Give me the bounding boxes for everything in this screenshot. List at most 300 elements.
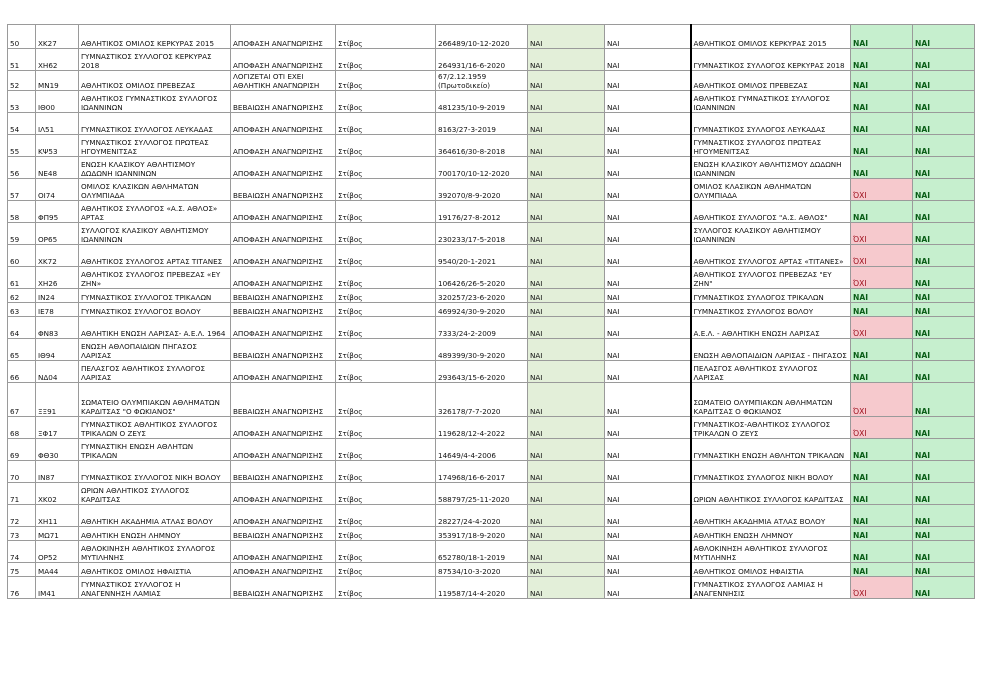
check-b-cell: ΝΑΙ xyxy=(605,71,691,91)
status-d-cell: ΝΑΙ xyxy=(913,25,975,49)
row-number-cell: 65 xyxy=(8,339,36,361)
club-name-cell: ΓΥΜΝΑΣΤΙΚΟΣ ΣΥΛΛΟΓΟΣ ΤΡΙΚΑΛΩΝ xyxy=(79,289,231,303)
protocol-cell: 174968/16-6-2017 xyxy=(436,461,528,483)
table-row xyxy=(8,179,975,201)
check-a-cell: ΝΑΙ xyxy=(528,439,605,461)
registry-name-cell: ΓΥΜΝΑΣΤΙΚΟΣ ΣΥΛΛΟΓΟΣ ΠΡΩΤΕΑΣ ΗΓΟΥΜΕΝΙΤΣΑΣ xyxy=(691,135,851,157)
status-d-cell: ΝΑΙ xyxy=(913,541,975,563)
table-row xyxy=(8,25,975,49)
registry-name-cell: ΓΥΜΝΑΣΤΙΚΗ ΕΝΩΣΗ ΑΘΛΗΤΩΝ ΤΡΙΚΑΛΩΝ xyxy=(691,439,851,461)
club-code-cell: ΧΚ02 xyxy=(36,483,79,505)
document-type-cell: ΑΠΟΦΑΣΗ ΑΝΑΓΝΩΡΙΣΗΣ xyxy=(231,439,336,461)
status-c-cell: ΌΧΙ xyxy=(851,577,913,599)
sport-cell: Στίβος xyxy=(336,267,436,289)
status-c-cell: ΌΧΙ xyxy=(851,417,913,439)
check-a-cell: ΝΑΙ xyxy=(528,245,605,267)
status-d-cell: ΝΑΙ xyxy=(913,303,975,317)
status-c-cell: ΝΑΙ xyxy=(851,483,913,505)
club-name-cell: ΑΘΛΗΤΙΚΟΣ ΣΥΛΛΟΓΟΣ «Α.Σ. ΑΘΛΟΣ» ΑΡΤΑΣ xyxy=(79,201,231,223)
sport-cell: Στίβος xyxy=(336,527,436,541)
registry-name-cell: ΕΝΩΣΗ ΑΘΛΟΠΑΙΔΙΩΝ ΛΑΡΙΣΑΣ - ΠΗΓΑΣΟΣ xyxy=(691,339,851,361)
club-code-cell: ΟΡ65 xyxy=(36,223,79,245)
table-row xyxy=(8,563,975,577)
table-row xyxy=(8,303,975,317)
check-b-cell: ΝΑΙ xyxy=(605,245,691,267)
club-name-cell: ΑΘΛΗΤΙΚΟΣ ΣΥΛΛΟΓΟΣ ΠΡΕΒΕΖΑΣ «ΕΥ ΖΗΝ» xyxy=(79,267,231,289)
registry-name-cell: ΩΡΙΩΝ ΑΘΛΗΤΙΚΟΣ ΣΥΛΛΟΓΟΣ ΚΑΡΔΙΤΣΑΣ xyxy=(691,483,851,505)
sport-cell: Στίβος xyxy=(336,157,436,179)
club-name-cell: ΑΘΛΗΤΙΚΟΣ ΟΜΙΛΟΣ ΗΦΑΙΣΤΙΑ xyxy=(79,563,231,577)
sport-cell: Στίβος xyxy=(336,245,436,267)
check-a-cell: ΝΑΙ xyxy=(528,483,605,505)
document-type-cell: ΒΕΒΑΙΩΣΗ ΑΝΑΓΝΩΡΙΣΗΣ xyxy=(231,461,336,483)
registry-name-cell: ΑΘΛΗΤΙΚΟΣ ΣΥΛΛΟΓΟΣ ΠΡΕΒΕΖΑΣ "ΕΥ ΖΗΝ" xyxy=(691,267,851,289)
row-number-cell: 75 xyxy=(8,563,36,577)
document-type-cell: ΑΠΟΦΑΣΗ ΑΝΑΓΝΩΡΙΣΗΣ xyxy=(231,361,336,383)
check-a-cell: ΝΑΙ xyxy=(528,303,605,317)
table-row xyxy=(8,361,975,383)
sport-cell: Στίβος xyxy=(336,339,436,361)
registry-name-cell: ΓΥΜΝΑΣΤΙΚΟΣ ΣΥΛΛΟΓΟΣ ΤΡΙΚΑΛΩΝ xyxy=(691,289,851,303)
document-type-cell: ΒΕΒΑΙΩΣΗ ΑΝΑΓΝΩΡΙΣΗΣ xyxy=(231,383,336,417)
check-a-cell: ΝΑΙ xyxy=(528,113,605,135)
status-d-cell: ΝΑΙ xyxy=(913,201,975,223)
protocol-cell: 392070/8-9-2020 xyxy=(436,179,528,201)
club-name-cell: ΕΝΩΣΗ ΚΛΑΣΙΚΟΥ ΑΘΛΗΤΙΣΜΟΥ ΔΩΔΩΝΗ ΙΩΑΝΝΙΝΩΝ xyxy=(79,157,231,179)
club-code-cell: ΝΕ48 xyxy=(36,157,79,179)
protocol-cell: 264931/16-6-2020 xyxy=(436,49,528,71)
status-c-cell: ΝΑΙ xyxy=(851,135,913,157)
registry-name-cell: ΠΕΛΑΣΓΟΣ ΑΘΛΗΤΙΚΟΣ ΣΥΛΛΟΓΟΣ ΛΑΡΙΣΑΣ xyxy=(691,361,851,383)
protocol-cell: 28227/24-4-2020 xyxy=(436,505,528,527)
protocol-cell: 119587/14-4-2020 xyxy=(436,577,528,599)
club-name-cell: ΣΩΜΑΤΕΙΟ ΟΛΥΜΠΙΑΚΩΝ ΑΘΛΗΜΑΤΩΝ ΚΑΡΔΙΤΣΑΣ "Ο ΦΩΚΙΑΝΟΣ" xyxy=(79,383,231,417)
status-c-cell: ΌΧΙ xyxy=(851,383,913,417)
status-d-cell: ΝΑΙ xyxy=(913,505,975,527)
check-a-cell: ΝΑΙ xyxy=(528,223,605,245)
protocol-cell: 266489/10-12-2020 xyxy=(436,25,528,49)
status-c-cell: ΝΑΙ xyxy=(851,157,913,179)
registry-name-cell: ΑΘΛΗΤΙΚΟΣ ΟΜΙΛΟΣ ΚΕΡΚΥΡΑΣ 2015 xyxy=(691,25,851,49)
row-number-cell: 64 xyxy=(8,317,36,339)
check-b-cell: ΝΑΙ xyxy=(605,577,691,599)
status-d-cell: ΝΑΙ xyxy=(913,223,975,245)
check-a-cell: ΝΑΙ xyxy=(528,563,605,577)
sport-cell: Στίβος xyxy=(336,461,436,483)
status-d-cell: ΝΑΙ xyxy=(913,461,975,483)
protocol-cell: 588797/25-11-2020 xyxy=(436,483,528,505)
document-type-cell: ΑΠΟΦΑΣΗ ΑΝΑΓΝΩΡΙΣΗΣ xyxy=(231,25,336,49)
club-code-cell: ΧΚ27 xyxy=(36,25,79,49)
sport-cell: Στίβος xyxy=(336,179,436,201)
document-type-cell: ΒΕΒΑΙΩΣΗ ΑΝΑΓΝΩΡΙΣΗΣ xyxy=(231,303,336,317)
table-row xyxy=(8,267,975,289)
club-name-cell: ΓΥΜΝΑΣΤΙΚΟΣ ΣΥΛΛΟΓΟΣ ΠΡΩΤΕΑΣ ΗΓΟΥΜΕΝΙΤΣΑΣ xyxy=(79,135,231,157)
check-a-cell: ΝΑΙ xyxy=(528,25,605,49)
protocol-cell: 119628/12-4-2022 xyxy=(436,417,528,439)
club-code-cell: ΙΘ00 xyxy=(36,91,79,113)
club-code-cell: ΞΞ91 xyxy=(36,383,79,417)
document-type-cell: ΑΠΟΦΑΣΗ ΑΝΑΓΝΩΡΙΣΗΣ xyxy=(231,245,336,267)
protocol-cell: 293643/15-6-2020 xyxy=(436,361,528,383)
row-number-cell: 58 xyxy=(8,201,36,223)
check-b-cell: ΝΑΙ xyxy=(605,483,691,505)
club-name-cell: ΓΥΜΝΑΣΤΙΚΗ ΕΝΩΣΗ ΑΘΛΗΤΩΝ ΤΡΙΚΑΛΩΝ xyxy=(79,439,231,461)
document-type-cell: ΒΕΒΑΙΩΣΗ ΑΝΑΓΝΩΡΙΣΗΣ xyxy=(231,527,336,541)
status-c-cell: ΝΑΙ xyxy=(851,113,913,135)
protocol-cell: 19176/27-8-2012 xyxy=(436,201,528,223)
document-type-cell: ΑΠΟΦΑΣΗ ΑΝΑΓΝΩΡΙΣΗΣ xyxy=(231,483,336,505)
club-code-cell: ΧΗ26 xyxy=(36,267,79,289)
status-c-cell: ΌΧΙ xyxy=(851,179,913,201)
check-a-cell: ΝΑΙ xyxy=(528,201,605,223)
check-b-cell: ΝΑΙ xyxy=(605,113,691,135)
club-code-cell: ΜΝ19 xyxy=(36,71,79,91)
club-name-cell: ΠΕΛΑΣΓΟΣ ΑΘΛΗΤΙΚΟΣ ΣΥΛΛΟΓΟΣ ΛΑΡΙΣΑΣ xyxy=(79,361,231,383)
club-code-cell: ΙΛ51 xyxy=(36,113,79,135)
sport-cell: Στίβος xyxy=(336,113,436,135)
row-number-cell: 51 xyxy=(8,49,36,71)
registry-name-cell: ΑΘΛΟΚΙΝΗΣΗ ΑΘΛΗΤΙΚΟΣ ΣΥΛΛΟΓΟΣ ΜΥΤΙΛΗΝΗΣ xyxy=(691,541,851,563)
club-name-cell: ΑΘΛΗΤΙΚΗ ΕΝΩΣΗ ΛΑΡΙΣΑΣ- Α.Ε.Λ. 1964 xyxy=(79,317,231,339)
document-type-cell: ΒΕΒΑΙΩΣΗ ΑΝΑΓΝΩΡΙΣΗΣ xyxy=(231,179,336,201)
check-a-cell: ΝΑΙ xyxy=(528,135,605,157)
protocol-cell: 364616/30-8-2018 xyxy=(436,135,528,157)
club-code-cell: ΦΝ83 xyxy=(36,317,79,339)
status-d-cell: ΝΑΙ xyxy=(913,289,975,303)
status-d-cell: ΝΑΙ xyxy=(913,135,975,157)
check-a-cell: ΝΑΙ xyxy=(528,461,605,483)
document-type-cell: ΒΕΒΑΙΩΣΗ ΑΝΑΓΝΩΡΙΣΗΣ xyxy=(231,339,336,361)
sport-cell: Στίβος xyxy=(336,135,436,157)
status-c-cell: ΝΑΙ xyxy=(851,439,913,461)
registry-name-cell: ΟΜΙΛΟΣ ΚΛΑΣΙΚΩΝ ΑΘΛΗΜΑΤΩΝ ΟΛΥΜΠΙΑΔΑ xyxy=(691,179,851,201)
club-code-cell: ΙΘ94 xyxy=(36,339,79,361)
status-c-cell: ΝΑΙ xyxy=(851,541,913,563)
status-c-cell: ΝΑΙ xyxy=(851,361,913,383)
registry-name-cell: ΑΘΛΗΤΙΚΗ ΕΝΩΣΗ ΛΗΜΝΟΥ xyxy=(691,527,851,541)
status-d-cell: ΝΑΙ xyxy=(913,361,975,383)
check-b-cell: ΝΑΙ xyxy=(605,179,691,201)
check-a-cell: ΝΑΙ xyxy=(528,179,605,201)
status-c-cell: ΝΑΙ xyxy=(851,71,913,91)
club-name-cell: ΣΥΛΛΟΓΟΣ ΚΛΑΣΙΚΟΥ ΑΘΛΗΤΙΣΜΟΥ ΙΩΑΝΝΙΝΩΝ xyxy=(79,223,231,245)
registry-name-cell: ΓΥΜΝΑΣΤΙΚΟΣ ΣΥΛΛΟΓΟΣ ΛΑΜΙΑΣ Η ΑΝΑΓΕΝΝΗΣΙΣ xyxy=(691,577,851,599)
table-row xyxy=(8,223,975,245)
check-b-cell: ΝΑΙ xyxy=(605,339,691,361)
protocol-cell: 320257/23-6-2020 xyxy=(436,289,528,303)
club-name-cell: ΕΝΩΣΗ ΑΘΛΟΠΑΙΔΙΩΝ ΠΗΓΑΣΟΣ ΛΑΡΙΣΑΣ xyxy=(79,339,231,361)
sport-cell: Στίβος xyxy=(336,289,436,303)
table-row xyxy=(8,113,975,135)
check-a-cell: ΝΑΙ xyxy=(528,91,605,113)
recognition-table xyxy=(7,24,975,599)
registry-name-cell: ΑΘΛΗΤΙΚΟΣ ΣΥΛΛΟΓΟΣ "Α.Σ. ΑΘΛΟΣ" xyxy=(691,201,851,223)
status-d-cell: ΝΑΙ xyxy=(913,439,975,461)
row-number-cell: 67 xyxy=(8,383,36,417)
club-code-cell: ΜΩ71 xyxy=(36,527,79,541)
check-b-cell: ΝΑΙ xyxy=(605,135,691,157)
table-row xyxy=(8,505,975,527)
protocol-cell: 7333/24-2-2009 xyxy=(436,317,528,339)
status-d-cell: ΝΑΙ xyxy=(913,483,975,505)
check-a-cell: ΝΑΙ xyxy=(528,49,605,71)
table-row xyxy=(8,417,975,439)
table-row xyxy=(8,317,975,339)
status-c-cell: ΌΧΙ xyxy=(851,245,913,267)
check-b-cell: ΝΑΙ xyxy=(605,303,691,317)
registry-name-cell: ΓΥΜΝΑΣΤΙΚΟΣ ΣΥΛΛΟΓΟΣ ΝΙΚΗ ΒΟΛΟΥ xyxy=(691,461,851,483)
sport-cell: Στίβος xyxy=(336,49,436,71)
row-number-cell: 60 xyxy=(8,245,36,267)
row-number-cell: 69 xyxy=(8,439,36,461)
club-name-cell: ΩΡΙΩΝ ΑΘΛΗΤΙΚΟΣ ΣΥΛΛΟΓΟΣ ΚΑΡΔΙΤΣΑΣ xyxy=(79,483,231,505)
row-number-cell: 68 xyxy=(8,417,36,439)
status-d-cell: ΝΑΙ xyxy=(913,179,975,201)
status-d-cell: ΝΑΙ xyxy=(913,383,975,417)
protocol-cell: 9540/20-1-2021 xyxy=(436,245,528,267)
registry-name-cell: ΓΥΜΝΑΣΤΙΚΟΣ ΣΥΛΛΟΓΟΣ ΚΕΡΚΥΡΑΣ 2018 xyxy=(691,49,851,71)
registry-name-cell: ΓΥΜΝΑΣΤΙΚΟΣ ΣΥΛΛΟΓΟΣ ΛΕΥΚΑΔΑΣ xyxy=(691,113,851,135)
check-a-cell: ΝΑΙ xyxy=(528,541,605,563)
check-a-cell: ΝΑΙ xyxy=(528,417,605,439)
document-type-cell: ΑΠΟΦΑΣΗ ΑΝΑΓΝΩΡΙΣΗΣ xyxy=(231,113,336,135)
check-b-cell: ΝΑΙ xyxy=(605,361,691,383)
row-number-cell: 70 xyxy=(8,461,36,483)
document-type-cell: ΒΕΒΑΙΩΣΗ ΑΝΑΓΝΩΡΙΣΗΣ xyxy=(231,577,336,599)
status-c-cell: ΌΧΙ xyxy=(851,267,913,289)
table-body xyxy=(8,25,975,599)
check-b-cell: ΝΑΙ xyxy=(605,505,691,527)
registry-name-cell: ΑΘΛΗΤΙΚΟΣ ΓΥΜΝΑΣΤΙΚΟΣ ΣΥΛΛΟΓΟΣ ΙΩΑΝΝΙΝΩΝ xyxy=(691,91,851,113)
check-b-cell: ΝΑΙ xyxy=(605,289,691,303)
row-number-cell: 61 xyxy=(8,267,36,289)
registry-name-cell: ΓΥΜΝΑΣΤΙΚΟΣ-ΑΘΛΗΤΙΚΟΣ ΣΥΛΛΟΓΟΣ ΤΡΙΚΑΛΩΝ Ο ΖΕΥΣ xyxy=(691,417,851,439)
protocol-cell: 14649/4-4-2006 xyxy=(436,439,528,461)
protocol-cell: 230233/17-5-2018 xyxy=(436,223,528,245)
protocol-cell: 67/2.12.1959 (Πρωτοδικείο) xyxy=(436,71,528,91)
check-a-cell: ΝΑΙ xyxy=(528,317,605,339)
check-a-cell: ΝΑΙ xyxy=(528,527,605,541)
status-c-cell: ΝΑΙ xyxy=(851,201,913,223)
check-b-cell: ΝΑΙ xyxy=(605,417,691,439)
club-name-cell: ΑΘΛΗΤΙΚΗ ΑΚΑΔΗΜΙΑ ΑΤΛΑΣ ΒΟΛΟΥ xyxy=(79,505,231,527)
row-number-cell: 72 xyxy=(8,505,36,527)
table-row xyxy=(8,461,975,483)
row-number-cell: 74 xyxy=(8,541,36,563)
status-d-cell: ΝΑΙ xyxy=(913,563,975,577)
table-row xyxy=(8,527,975,541)
table-row xyxy=(8,541,975,563)
status-d-cell: ΝΑΙ xyxy=(913,245,975,267)
document-type-cell: ΒΕΒΑΙΩΣΗ ΑΝΑΓΝΩΡΙΣΗΣ xyxy=(231,91,336,113)
table-row xyxy=(8,483,975,505)
registry-name-cell: ΑΘΛΗΤΙΚΟΣ ΟΜΙΛΟΣ ΠΡΕΒΕΖΑΣ xyxy=(691,71,851,91)
check-b-cell: ΝΑΙ xyxy=(605,201,691,223)
document-type-cell: ΒΕΒΑΙΩΣΗ ΑΝΑΓΝΩΡΙΣΗΣ xyxy=(231,289,336,303)
sport-cell: Στίβος xyxy=(336,361,436,383)
sport-cell: Στίβος xyxy=(336,383,436,417)
row-number-cell: 66 xyxy=(8,361,36,383)
club-code-cell: ΦΠ95 xyxy=(36,201,79,223)
status-d-cell: ΝΑΙ xyxy=(913,267,975,289)
check-a-cell: ΝΑΙ xyxy=(528,577,605,599)
registry-name-cell: ΑΘΛΗΤΙΚΗ ΑΚΑΔΗΜΙΑ ΑΤΛΑΣ ΒΟΛΟΥ xyxy=(691,505,851,527)
row-number-cell: 57 xyxy=(8,179,36,201)
table-row xyxy=(8,439,975,461)
club-code-cell: ΙΜ41 xyxy=(36,577,79,599)
table-row xyxy=(8,289,975,303)
check-b-cell: ΝΑΙ xyxy=(605,25,691,49)
row-number-cell: 76 xyxy=(8,577,36,599)
club-name-cell: ΓΥΜΝΑΣΤΙΚΟΣ ΣΥΛΛΟΓΟΣ ΛΕΥΚΑΔΑΣ xyxy=(79,113,231,135)
check-b-cell: ΝΑΙ xyxy=(605,223,691,245)
protocol-cell: 87534/10-3-2020 xyxy=(436,563,528,577)
table-row xyxy=(8,157,975,179)
protocol-cell: 652780/18-1-2019 xyxy=(436,541,528,563)
protocol-cell: 8163/27-3-2019 xyxy=(436,113,528,135)
protocol-cell: 353917/18-9-2020 xyxy=(436,527,528,541)
status-d-cell: ΝΑΙ xyxy=(913,527,975,541)
sport-cell: Στίβος xyxy=(336,541,436,563)
status-d-cell: ΝΑΙ xyxy=(913,339,975,361)
protocol-cell: 106426/26-5-2020 xyxy=(436,267,528,289)
club-code-cell: ΟΡ52 xyxy=(36,541,79,563)
protocol-cell: 326178/7-7-2020 xyxy=(436,383,528,417)
protocol-cell: 481235/10-9-2019 xyxy=(436,91,528,113)
table-row xyxy=(8,245,975,267)
sport-cell: Στίβος xyxy=(336,563,436,577)
club-name-cell: ΓΥΜΝΑΣΤΙΚΟΣ ΑΘΛΗΤΙΚΟΣ ΣΥΛΛΟΓΟΣ ΤΡΙΚΑΛΩΝ Ο ΖΕΥΣ xyxy=(79,417,231,439)
sport-cell: Στίβος xyxy=(336,317,436,339)
club-name-cell: ΑΘΛΗΤΙΚΟΣ ΓΥΜΝΑΣΤΙΚΟΣ ΣΥΛΛΟΓΟΣ ΙΩΑΝΝΙΝΩΝ xyxy=(79,91,231,113)
table-row xyxy=(8,135,975,157)
club-name-cell: ΓΥΜΝΑΣΤΙΚΟΣ ΣΥΛΛΟΓΟΣ ΝΙΚΗ ΒΟΛΟΥ xyxy=(79,461,231,483)
club-name-cell: ΓΥΜΝΑΣΤΙΚΟΣ ΣΥΛΛΟΓΟΣ Η ΑΝΑΓΕΝΝΗΣΗ ΛΑΜΙΑΣ xyxy=(79,577,231,599)
club-code-cell: ΙΕ78 xyxy=(36,303,79,317)
status-d-cell: ΝΑΙ xyxy=(913,417,975,439)
protocol-cell: 489399/30-9-2020 xyxy=(436,339,528,361)
table-row xyxy=(8,91,975,113)
registry-name-cell: ΓΥΜΝΑΣΤΙΚΟΣ ΣΥΛΛΟΓΟΣ ΒΟΛΟΥ xyxy=(691,303,851,317)
check-a-cell: ΝΑΙ xyxy=(528,267,605,289)
status-c-cell: ΝΑΙ xyxy=(851,339,913,361)
check-a-cell: ΝΑΙ xyxy=(528,361,605,383)
row-number-cell: 71 xyxy=(8,483,36,505)
document-type-cell: ΑΠΟΦΑΣΗ ΑΝΑΓΝΩΡΙΣΗΣ xyxy=(231,223,336,245)
club-name-cell: ΑΘΛΗΤΙΚΟΣ ΟΜΙΛΟΣ ΚΕΡΚΥΡΑΣ 2015 xyxy=(79,25,231,49)
club-code-cell: ΟΙ74 xyxy=(36,179,79,201)
sport-cell: Στίβος xyxy=(336,417,436,439)
document-type-cell: ΑΠΟΦΑΣΗ ΑΝΑΓΝΩΡΙΣΗΣ xyxy=(231,267,336,289)
club-name-cell: ΑΘΛΟΚΙΝΗΣΗ ΑΘΛΗΤΙΚΟΣ ΣΥΛΛΟΓΟΣ ΜΥΤΙΛΗΝΗΣ xyxy=(79,541,231,563)
row-number-cell: 55 xyxy=(8,135,36,157)
check-b-cell: ΝΑΙ xyxy=(605,317,691,339)
club-code-cell: ΜΑ44 xyxy=(36,563,79,577)
row-number-cell: 73 xyxy=(8,527,36,541)
status-d-cell: ΝΑΙ xyxy=(913,113,975,135)
status-d-cell: ΝΑΙ xyxy=(913,49,975,71)
row-number-cell: 52 xyxy=(8,71,36,91)
status-c-cell: ΝΑΙ xyxy=(851,289,913,303)
status-c-cell: ΝΑΙ xyxy=(851,527,913,541)
club-code-cell: ΚΨ53 xyxy=(36,135,79,157)
club-name-cell: ΟΜΙΛΟΣ ΚΛΑΣΙΚΩΝ ΑΘΛΗΜΑΤΩΝ ΟΛΥΜΠΙΑΔΑ xyxy=(79,179,231,201)
document-type-cell: ΑΠΟΦΑΣΗ ΑΝΑΓΝΩΡΙΣΗΣ xyxy=(231,563,336,577)
check-a-cell: ΝΑΙ xyxy=(528,157,605,179)
status-d-cell: ΝΑΙ xyxy=(913,317,975,339)
table-row xyxy=(8,577,975,599)
row-number-cell: 59 xyxy=(8,223,36,245)
check-b-cell: ΝΑΙ xyxy=(605,541,691,563)
document-type-cell: ΑΠΟΦΑΣΗ ΑΝΑΓΝΩΡΙΣΗΣ xyxy=(231,135,336,157)
check-b-cell: ΝΑΙ xyxy=(605,383,691,417)
sport-cell: Στίβος xyxy=(336,439,436,461)
registry-name-cell: ΣΩΜΑΤΕΙΟ ΟΛΥΜΠΙΑΚΩΝ ΑΘΛΗΜΑΤΩΝ ΚΑΡΔΙΤΣΑΣ Ο ΦΩΚΙΑΝΟΣ xyxy=(691,383,851,417)
check-b-cell: ΝΑΙ xyxy=(605,49,691,71)
check-a-cell: ΝΑΙ xyxy=(528,505,605,527)
club-code-cell: ΞΦ17 xyxy=(36,417,79,439)
club-code-cell: ΧΚ72 xyxy=(36,245,79,267)
sport-cell: Στίβος xyxy=(336,201,436,223)
status-d-cell: ΝΑΙ xyxy=(913,577,975,599)
check-a-cell: ΝΑΙ xyxy=(528,383,605,417)
document-type-cell: ΑΠΟΦΑΣΗ ΑΝΑΓΝΩΡΙΣΗΣ xyxy=(231,317,336,339)
document-type-cell: ΛΟΓΙΖΕΤΑΙ ΟΤΙ ΕΧΕΙ ΑΘΛΗΤΙΚΗ ΑΝΑΓΝΩΡΙΣΗ xyxy=(231,71,336,91)
document-type-cell: ΑΠΟΦΑΣΗ ΑΝΑΓΝΩΡΙΣΗΣ xyxy=(231,541,336,563)
check-b-cell: ΝΑΙ xyxy=(605,563,691,577)
club-name-cell: ΓΥΜΝΑΣΤΙΚΟΣ ΣΥΛΛΟΓΟΣ ΒΟΛΟΥ xyxy=(79,303,231,317)
status-c-cell: ΌΧΙ xyxy=(851,223,913,245)
status-c-cell: ΌΧΙ xyxy=(851,317,913,339)
status-c-cell: ΝΑΙ xyxy=(851,563,913,577)
document-type-cell: ΑΠΟΦΑΣΗ ΑΝΑΓΝΩΡΙΣΗΣ xyxy=(231,157,336,179)
status-c-cell: ΝΑΙ xyxy=(851,49,913,71)
check-a-cell: ΝΑΙ xyxy=(528,289,605,303)
club-name-cell: ΑΘΛΗΤΙΚΟΣ ΣΥΛΛΟΓΟΣ ΑΡΤΑΣ ΤΙΤΑΝΕΣ xyxy=(79,245,231,267)
check-a-cell: ΝΑΙ xyxy=(528,71,605,91)
row-number-cell: 63 xyxy=(8,303,36,317)
row-number-cell: 53 xyxy=(8,91,36,113)
protocol-cell: 700170/10-12-2020 xyxy=(436,157,528,179)
registry-name-cell: Α.Ε.Λ. - ΑΘΛΗΤΙΚΗ ΕΝΩΣΗ ΛΑΡΙΣΑΣ xyxy=(691,317,851,339)
table-row xyxy=(8,201,975,223)
club-code-cell: ΧΗ11 xyxy=(36,505,79,527)
table-row xyxy=(8,49,975,71)
sport-cell: Στίβος xyxy=(336,91,436,113)
check-b-cell: ΝΑΙ xyxy=(605,527,691,541)
club-code-cell: ΝΔ04 xyxy=(36,361,79,383)
row-number-cell: 62 xyxy=(8,289,36,303)
check-b-cell: ΝΑΙ xyxy=(605,439,691,461)
check-b-cell: ΝΑΙ xyxy=(605,91,691,113)
check-a-cell: ΝΑΙ xyxy=(528,339,605,361)
registry-name-cell: ΕΝΩΣΗ ΚΛΑΣΙΚΟΥ ΑΘΛΗΤΙΣΜΟΥ ΔΩΔΩΝΗ ΙΩΑΝΝΙΝΩΝ xyxy=(691,157,851,179)
sport-cell: Στίβος xyxy=(336,303,436,317)
club-code-cell: ΙΝ87 xyxy=(36,461,79,483)
status-c-cell: ΝΑΙ xyxy=(851,91,913,113)
club-name-cell: ΓΥΜΝΑΣΤΙΚΟΣ ΣΥΛΛΟΓΟΣ ΚΕΡΚΥΡΑΣ 2018 xyxy=(79,49,231,71)
status-c-cell: ΝΑΙ xyxy=(851,461,913,483)
document-type-cell: ΑΠΟΦΑΣΗ ΑΝΑΓΝΩΡΙΣΗΣ xyxy=(231,49,336,71)
row-number-cell: 56 xyxy=(8,157,36,179)
table-row xyxy=(8,71,975,91)
registry-name-cell: ΑΘΛΗΤΙΚΟΣ ΣΥΛΛΟΓΟΣ ΑΡΤΑΣ «ΤΙΤΑΝΕΣ» xyxy=(691,245,851,267)
club-name-cell: ΑΘΛΗΤΙΚΗ ΕΝΩΣΗ ΛΗΜΝΟΥ xyxy=(79,527,231,541)
status-d-cell: ΝΑΙ xyxy=(913,71,975,91)
sport-cell: Στίβος xyxy=(336,577,436,599)
sport-cell: Στίβος xyxy=(336,483,436,505)
